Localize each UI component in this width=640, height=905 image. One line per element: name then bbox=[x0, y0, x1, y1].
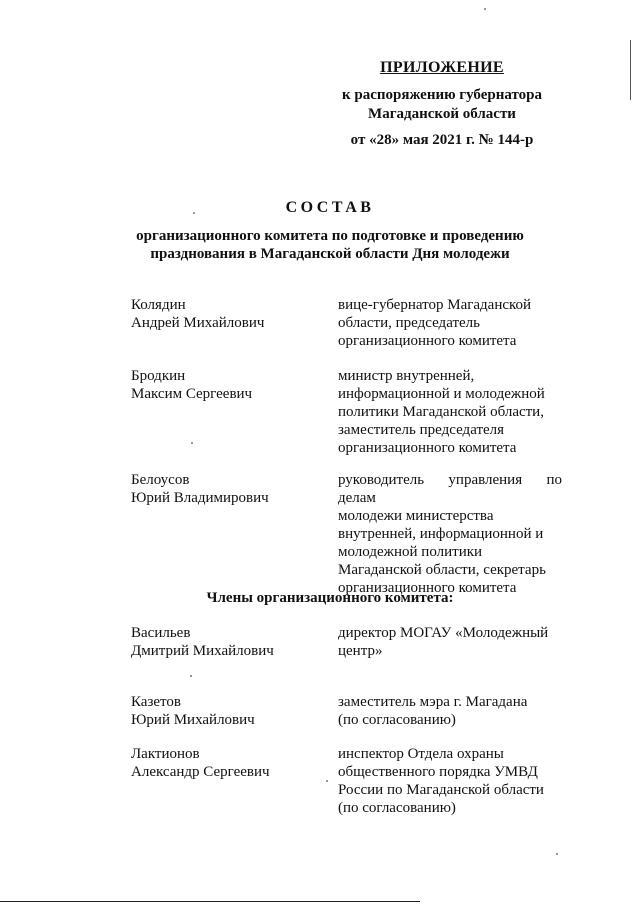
given-names: Александр Сергеевич bbox=[131, 764, 270, 780]
role-line: организационного комитета bbox=[338, 440, 517, 456]
scan-speck bbox=[191, 442, 193, 444]
scan-speck bbox=[556, 853, 558, 855]
surname: Лактионов bbox=[131, 746, 200, 762]
scan-speck bbox=[326, 780, 328, 782]
scan-speck bbox=[484, 8, 486, 10]
appendix-reference-line: Магаданской области bbox=[368, 106, 516, 122]
role-line: политики Магаданской области, bbox=[338, 404, 544, 420]
role-line: руководитель управления по делам bbox=[338, 472, 562, 506]
role-line: организационного комитета bbox=[338, 580, 517, 596]
given-names: Дмитрий Михайлович bbox=[131, 643, 274, 659]
role-line: заместитель председателя bbox=[338, 422, 505, 438]
members-heading: Члены организационного комитета: bbox=[206, 590, 454, 606]
document-subtitle bbox=[80, 227, 580, 263]
surname: Казетов bbox=[131, 694, 181, 710]
leader-name bbox=[131, 471, 316, 507]
role-line: области, председатель bbox=[338, 315, 481, 331]
member-name bbox=[131, 745, 316, 781]
role-line: министр внутренней, bbox=[338, 368, 475, 384]
appendix-date: от «28» мая 2021 г. № 144-р bbox=[350, 132, 534, 148]
leader-name bbox=[131, 296, 316, 332]
role-line: (по согласованию) bbox=[338, 800, 456, 816]
role-line: России по Магаданской области bbox=[338, 782, 544, 798]
role-line: молодежи министерства bbox=[338, 508, 494, 524]
role-line: (по согласованию) bbox=[338, 712, 456, 728]
appendix-title: ПРИЛОЖЕНИЕ bbox=[380, 59, 504, 76]
given-names: Юрий Владимирович bbox=[131, 490, 269, 506]
role-line: центр» bbox=[338, 643, 383, 659]
role-line: молодежной политики bbox=[338, 544, 483, 560]
subtitle-line: празднования в Магаданской области Дня молодежи bbox=[150, 246, 510, 262]
role-line: Магаданской области, секретарь bbox=[338, 562, 546, 578]
surname: Васильев bbox=[131, 625, 191, 641]
role-line: информационной и молодежной bbox=[338, 386, 545, 402]
member-role bbox=[338, 693, 562, 729]
surname: Колядин bbox=[131, 297, 186, 313]
role-line: внутренней, информационной и bbox=[338, 526, 544, 542]
given-names: Андрей Михайлович bbox=[131, 315, 265, 331]
role-line: заместитель мэра г. Магадана bbox=[338, 694, 528, 710]
appendix-reference-line: к распоряжению губернатора bbox=[341, 87, 542, 103]
subtitle-line: организационного комитета по подготовке и проведению bbox=[136, 228, 524, 244]
member-name bbox=[131, 693, 316, 729]
appendix-reference bbox=[332, 86, 552, 124]
given-names: Юрий Михайлович bbox=[131, 712, 255, 728]
leader-role bbox=[338, 367, 562, 457]
document-title: СОСТАВ bbox=[285, 199, 375, 216]
role-line: общественного порядка УМВД bbox=[338, 764, 538, 780]
member-role bbox=[338, 745, 562, 817]
leader-name bbox=[131, 367, 316, 403]
surname: Бродкин bbox=[131, 368, 186, 384]
leader-role bbox=[338, 296, 562, 350]
scan-speck bbox=[193, 212, 195, 214]
leader-role bbox=[338, 471, 562, 597]
role-line: вице-губернатор Магаданской bbox=[338, 297, 532, 313]
member-name bbox=[131, 624, 316, 660]
role-line: организационного комитета bbox=[338, 333, 517, 349]
scan-edge-line bbox=[0, 901, 420, 902]
role-line: инспектор Отдела охраны bbox=[338, 746, 504, 762]
scan-edge-line bbox=[630, 40, 631, 100]
scan-speck bbox=[190, 675, 192, 677]
surname: Белоусов bbox=[131, 472, 190, 488]
given-names: Максим Сергеевич bbox=[131, 386, 253, 402]
member-role bbox=[338, 624, 562, 660]
role-line: директор МОГАУ «Молодежный bbox=[338, 625, 549, 641]
